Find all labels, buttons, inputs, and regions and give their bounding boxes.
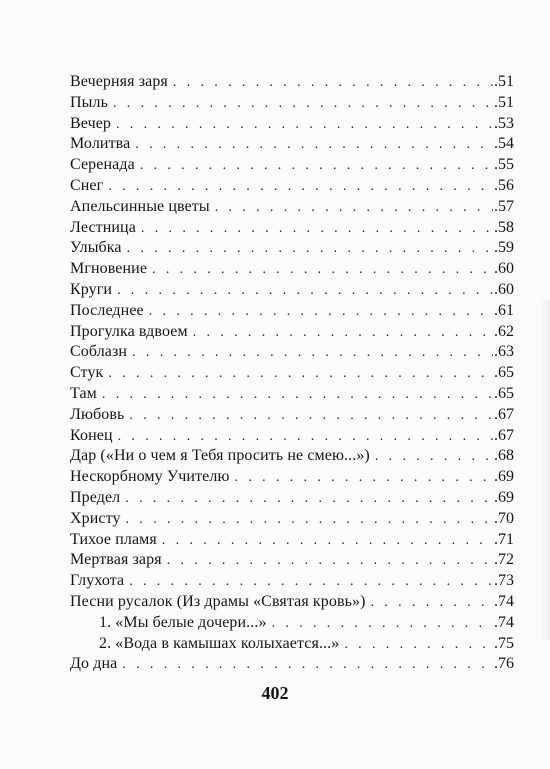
toc-entry-title: Христу: [70, 509, 121, 527]
toc-leader-dots: [132, 343, 493, 363]
toc-entry-title: Молитва: [70, 135, 131, 153]
toc-entry: [70, 197, 514, 218]
toc-entry-title: Круги: [70, 280, 113, 298]
toc-entry-page: .67: [494, 426, 514, 444]
toc-entry-page: .54: [494, 135, 514, 153]
toc-entry-page: .58: [494, 218, 514, 236]
toc-leader-dots: [125, 489, 493, 509]
toc-entry: [70, 72, 514, 93]
toc-entry-page: .74: [494, 592, 514, 610]
toc-entry-title: До дна: [70, 655, 118, 673]
toc-entry: [70, 384, 514, 405]
toc-entry-title: Мертвая заря: [70, 551, 162, 569]
toc-entry: [70, 592, 514, 613]
toc-entry: [70, 426, 514, 447]
toc-entry: [70, 155, 514, 176]
toc-entry-page: .56: [494, 176, 514, 194]
toc-leader-dots: [135, 135, 493, 155]
toc-entry: [70, 509, 514, 530]
toc-entry: [70, 446, 514, 467]
toc-leader-dots: [371, 593, 493, 613]
toc-entry: [70, 571, 514, 592]
toc-entry: [70, 301, 514, 322]
toc-entry: [70, 93, 514, 114]
toc-entry-page: .60: [494, 280, 514, 298]
toc-entry: [70, 405, 514, 426]
toc-entry-page: .62: [494, 322, 514, 340]
toc-entry-title: Соблазн: [70, 343, 128, 361]
toc-entry: [70, 176, 514, 197]
toc-entry-title: Песни русалок (Из драмы «Святая кровь»): [70, 592, 366, 610]
toc-entry-page: .63: [494, 343, 514, 361]
toc-entry-page: .61: [494, 301, 514, 319]
toc-entry-title: Снег: [70, 176, 104, 194]
toc-leader-dots: [193, 323, 493, 343]
toc-entry: [70, 280, 514, 301]
table-of-contents: [70, 72, 514, 675]
toc-entry: [70, 134, 514, 155]
toc-entry-page: .60: [494, 260, 514, 278]
toc-entry-page: .59: [494, 239, 514, 257]
toc-entry-page: .51: [494, 73, 514, 90]
toc-leader-dots: [152, 260, 493, 280]
toc-entry-title: Там: [70, 384, 97, 402]
toc-leader-dots: [122, 655, 493, 675]
toc-entry-title: Апельсинные цветы: [70, 197, 210, 215]
toc-entry: [70, 550, 514, 571]
toc-entry: [70, 654, 514, 675]
toc-entry: [70, 488, 514, 509]
toc-entry-title: Мгновение: [70, 260, 148, 278]
toc-entry-page: .75: [494, 634, 514, 652]
toc-leader-dots: [141, 219, 493, 239]
toc-entry-page: .70: [494, 509, 514, 527]
toc-leader-dots: [375, 447, 493, 467]
page-number: 402: [261, 683, 289, 703]
toc-entry-title: Лестница: [70, 218, 136, 236]
toc-entry-page: .72: [494, 551, 514, 569]
toc-leader-dots: [118, 427, 493, 447]
toc-entry-page: .57: [494, 197, 514, 215]
toc-leader-dots: [129, 572, 493, 592]
toc-leader-dots: [173, 73, 493, 93]
toc-leader-dots: [108, 364, 493, 384]
toc-entry-title: Стук: [70, 364, 104, 382]
toc-entry-title: Тихое пламя: [70, 530, 157, 548]
toc-entry-title: Пыль: [70, 93, 108, 111]
toc-entry-page: .76: [494, 655, 514, 673]
toc-entry-title: Последнее: [70, 301, 144, 319]
toc-entry: [70, 238, 514, 259]
toc-leader-dots: [108, 177, 493, 197]
toc-entry-page: .65: [494, 364, 514, 382]
toc-leader-dots: [116, 115, 493, 135]
toc-entry-title: Улыбка: [70, 239, 122, 257]
toc-entry-page: .51: [494, 93, 514, 111]
toc-entry: [70, 342, 514, 363]
toc-entry-title: Предел: [70, 488, 121, 506]
toc-leader-dots: [140, 156, 493, 176]
toc-entry-page: .65: [494, 384, 514, 402]
toc-entry-title: Любовь: [70, 405, 125, 423]
toc-entry-title: Нескорбному Учителю: [70, 468, 230, 486]
toc-entry-page: .55: [494, 156, 514, 174]
toc-leader-dots: [272, 614, 493, 634]
toc-leader-dots: [117, 281, 493, 301]
toc-entry: [70, 467, 514, 488]
toc-entry-page: .69: [494, 468, 514, 486]
toc-entry: [70, 259, 514, 280]
toc-leader-dots: [235, 468, 493, 488]
toc-entry-page: .71: [494, 530, 514, 548]
toc-entry-page: .73: [494, 572, 514, 590]
toc-entry: [70, 613, 514, 634]
toc-entry-title: Прогулка вдвоем: [70, 322, 188, 340]
toc-entry-title: Глухота: [70, 572, 125, 590]
toc-leader-dots: [215, 198, 493, 218]
toc-entry-page: .74: [494, 613, 514, 631]
toc-leader-dots: [129, 406, 493, 426]
toc-entry-title: Вечерняя заря: [70, 73, 168, 90]
toc-entry-page: .69: [494, 488, 514, 506]
toc-entry-title: Дар («Ни о чем я Тебя просить не смею...»): [70, 447, 370, 465]
toc-entry: [70, 363, 514, 384]
toc-entry-page: .67: [494, 405, 514, 423]
paper-edge-shadow: [540, 300, 550, 640]
toc-entry-title: Серенада: [70, 156, 135, 174]
toc-entry: [70, 218, 514, 239]
toc-entry-title: Конец: [70, 426, 113, 444]
toc-leader-dots: [127, 239, 493, 259]
toc-entry: [70, 114, 514, 135]
toc-entry: [70, 530, 514, 551]
toc-entry-title: Вечер: [70, 114, 112, 132]
toc-leader-dots: [344, 635, 493, 655]
toc-leader-dots: [162, 531, 493, 551]
toc-leader-dots: [126, 510, 493, 530]
toc-entry-title: 2. «Вода в камышах колыхается...»: [99, 634, 340, 652]
toc-entry-page: .68: [494, 447, 514, 465]
toc-leader-dots: [113, 94, 493, 114]
toc-entry: [70, 322, 514, 343]
toc-leader-dots: [102, 385, 493, 405]
toc-entry-title: 1. «Мы белые дочери...»: [99, 613, 267, 631]
toc-leader-dots: [149, 302, 493, 322]
toc-entry-page: .53: [494, 114, 514, 132]
toc-entry: [70, 634, 514, 655]
toc-leader-dots: [167, 551, 493, 571]
